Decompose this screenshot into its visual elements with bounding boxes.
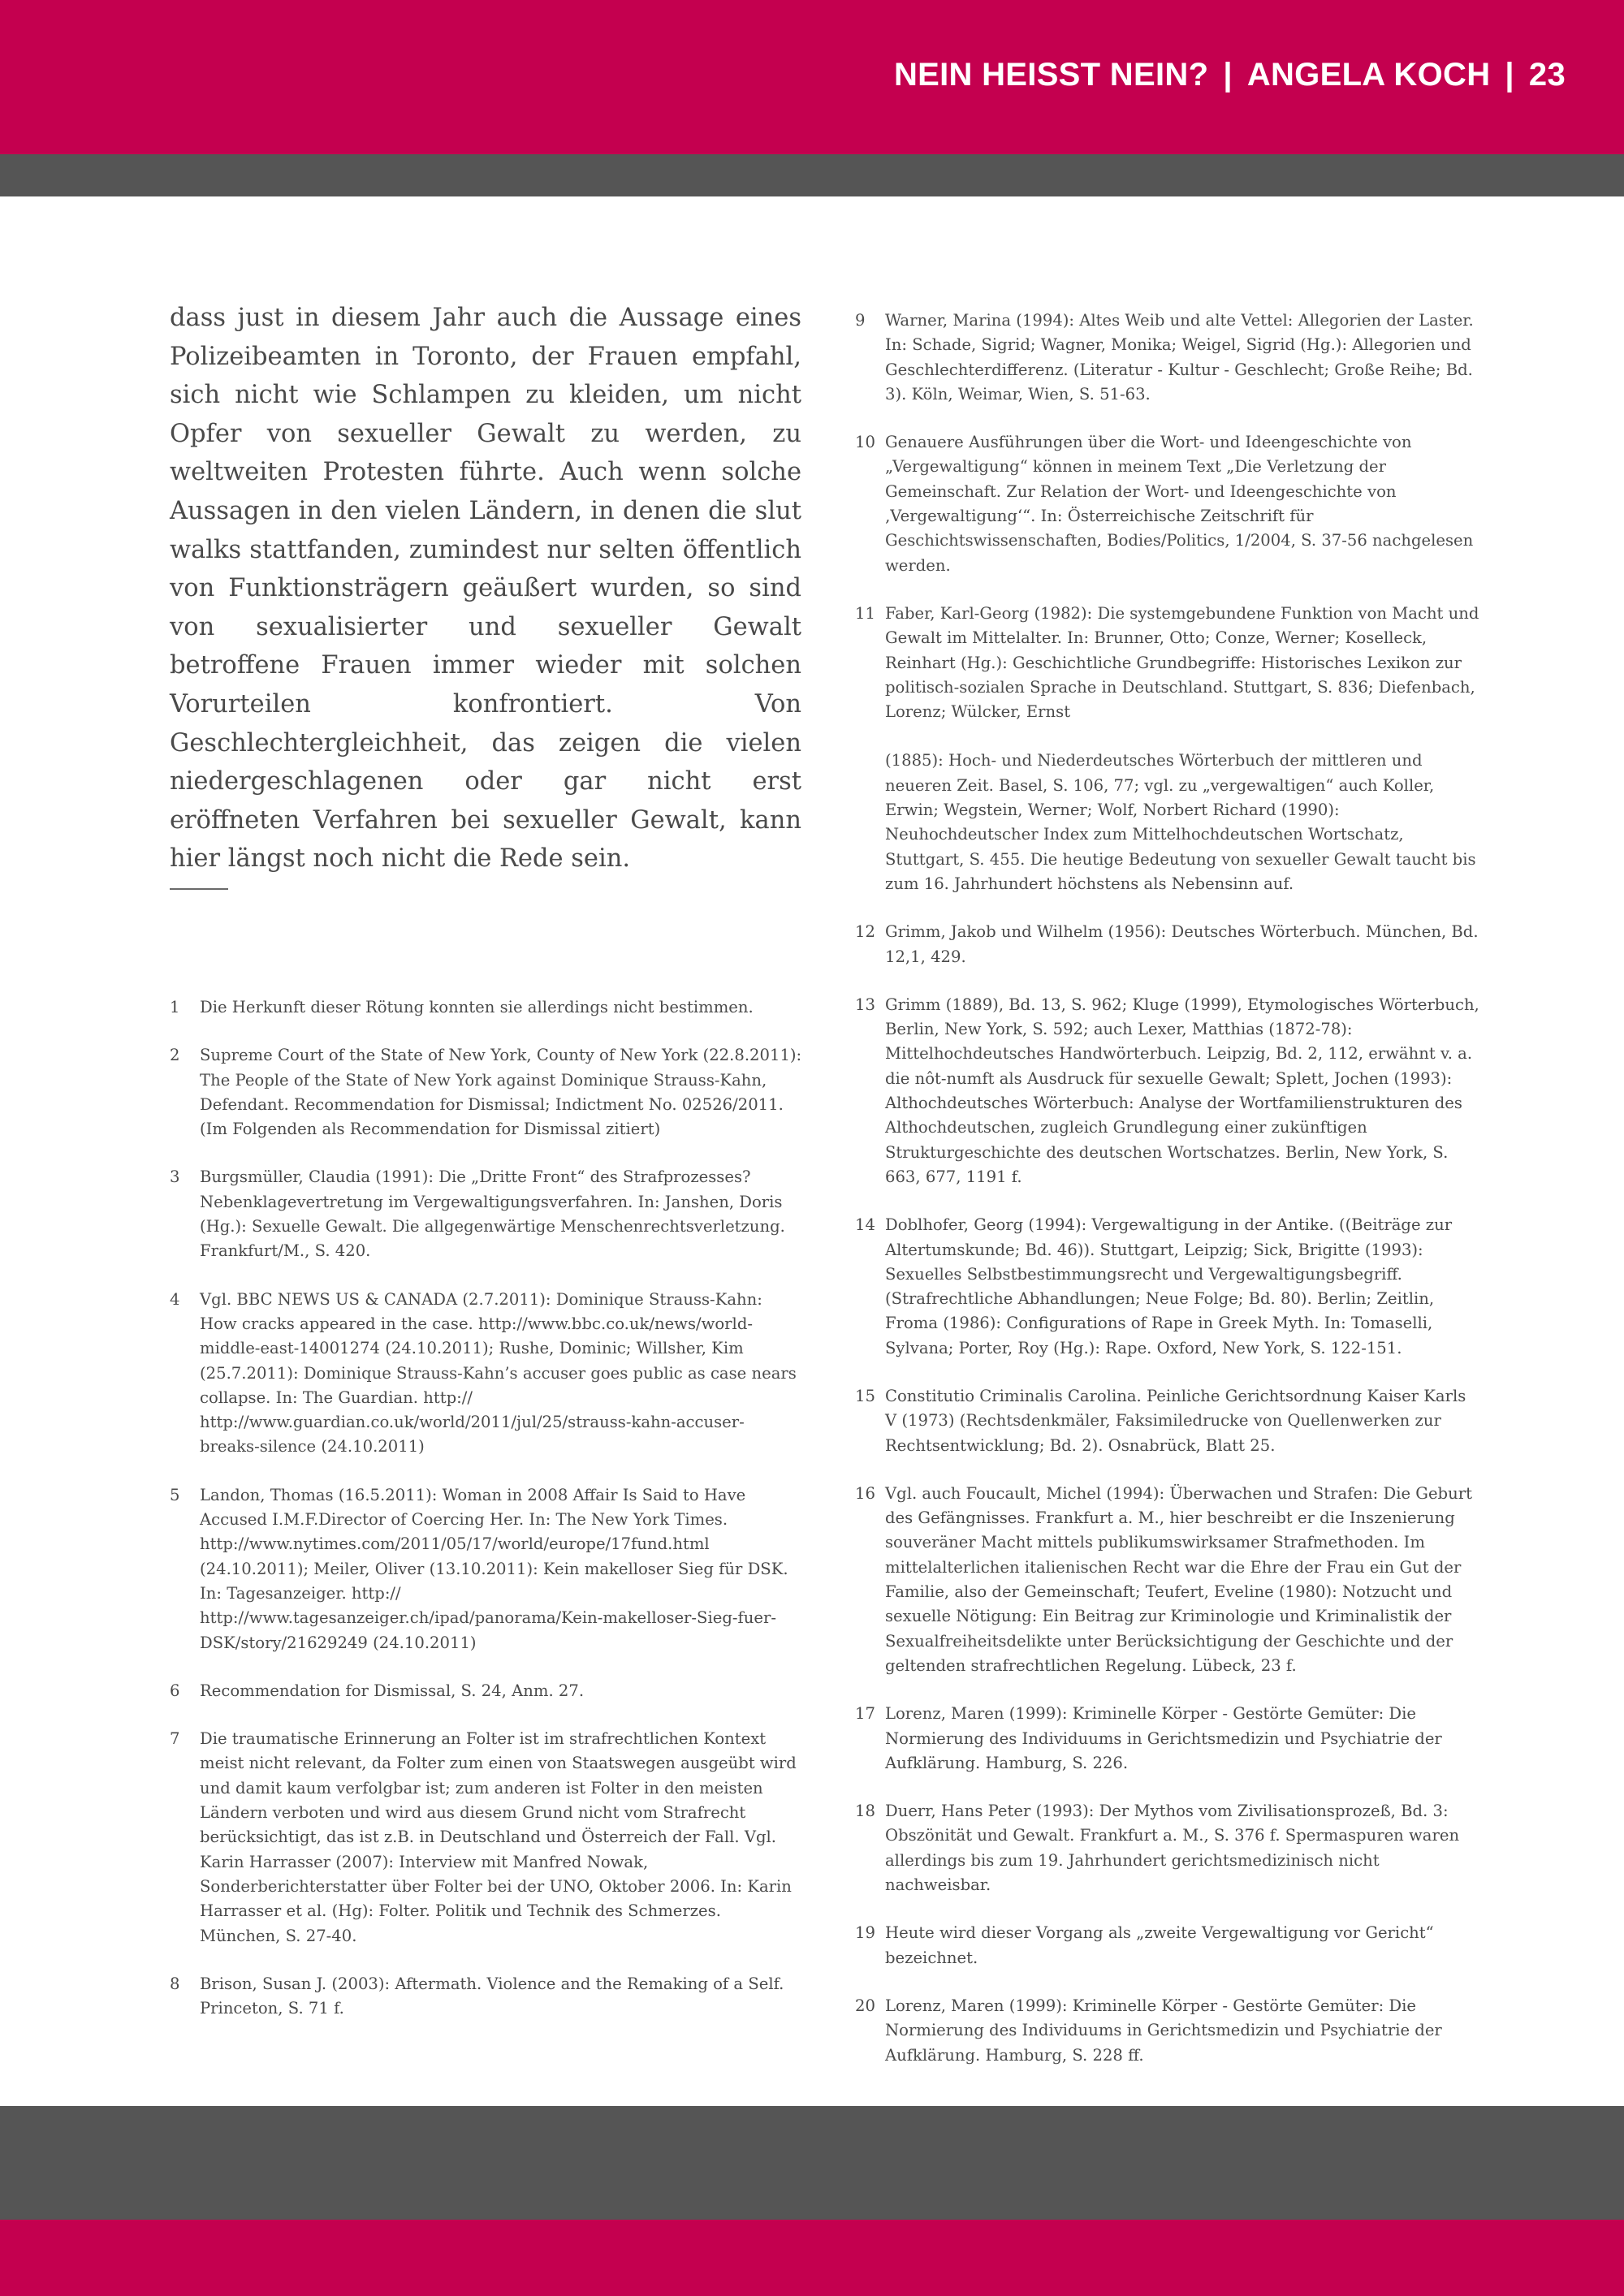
footnote bbox=[855, 602, 1480, 896]
footnote-number: 17 bbox=[855, 1704, 875, 1724]
footnote-number: 11 bbox=[855, 603, 875, 623]
footnotes-right-column bbox=[855, 309, 1480, 2091]
footnote-text: Recommendation for Dismissal, S. 24, Anm. 27. bbox=[200, 1681, 585, 1700]
footnote-number: 1 bbox=[170, 998, 180, 1016]
footnote bbox=[170, 1483, 803, 1655]
footnote bbox=[855, 1799, 1480, 1897]
footnote-number: 19 bbox=[855, 1923, 875, 1943]
footnote bbox=[855, 430, 1480, 578]
footnote bbox=[855, 1213, 1480, 1361]
footnote-text: Brison, Susan J. (2003): Aftermath. Violence and the Remaking of a Self. Princeton, S. 71 f. bbox=[200, 1974, 784, 2018]
footnote-text: Constitutio Criminalis Carolina. Peinliche Gerichtsordnung Kaiser Karls V (1973) (Rechtsdenkmäler, Faksimiledrucke von Quellenwerken zur Rechtsentwicklung; Bd. 2). Osnabrück, Blatt 25. bbox=[885, 1386, 1466, 1455]
footnote-number: 8 bbox=[170, 1974, 180, 1993]
header-author: ANGELA KOCH bbox=[1246, 57, 1491, 93]
footnote bbox=[855, 1384, 1480, 1458]
footnote bbox=[170, 1043, 803, 1142]
footnote-number: 18 bbox=[855, 1802, 875, 1821]
header-grey-strip bbox=[0, 154, 1624, 196]
footnote-text: Vgl. BBC NEWS US & CANADA (2.7.2011): Dominique Strauss-Kahn: How cracks appeared in the case. http://www.bbc.co.uk/news/world-middle-east-14001274 (24.10.2011); Rushe, Dominic; Willsher, Kim (25.7.2011): Dominique Strauss-Kahn’s accuser goes public as case nears collapse. In: The Guardian. http:// http://www.guardian.co.uk/world/2011/jul/25/strauss-kahn-accuser-breaks-silence (24.10.2011) bbox=[200, 1289, 797, 1457]
footnote-number: 4 bbox=[170, 1289, 180, 1309]
footnote-divider bbox=[170, 888, 228, 890]
footnote bbox=[170, 1727, 803, 1949]
footnote-number: 16 bbox=[855, 1483, 875, 1503]
footer-grey-strip bbox=[0, 2106, 1624, 2220]
footnote-text: Lorenz, Maren (1999): Kriminelle Körper - Gestörte Gemüter: Die Normierung des Individuums in Gerichtsmedizin und Psychiatrie der Aufklärung. Hamburg, S. 228 ff. bbox=[885, 1996, 1442, 2065]
footnote-text: Burgsmüller, Claudia (1991): Die „Dritte Front“ des Strafprozesses? Nebenklagevertretung im Vergewaltigungsverfahren. In: Janshen, Doris (Hg.): Sexuelle Gewalt. Die allgegenwärtige Menschenrechtsverletzung. Frankfurt/M., S. 420. bbox=[200, 1167, 785, 1261]
page-number: 23 bbox=[1528, 57, 1566, 93]
footnote bbox=[855, 1921, 1480, 1970]
footnote-text: Faber, Karl-Georg (1982): Die systemgebundene Funktion von Macht und Gewalt im Mittelalter. In: Brunner, Otto; Conze, Werner; Koselleck, Reinhart (Hg.): Geschichtliche Grundbegriffe: Historisches Lexikon zur politisch-sozialen Sprache in Deutschland. Stuttgart, S. 836; Diefenbach, Lorenz; Wülcker, Ernst bbox=[885, 603, 1479, 722]
footnote-text: Lorenz, Maren (1999): Kriminelle Körper - Gestörte Gemüter: Die Normierung des Individuums in Gerichtsmedizin und Psychiatrie der Aufklärung. Hamburg, S. 226. bbox=[885, 1704, 1442, 1772]
footnote-text: Doblhofer, Georg (1994): Vergewaltigung in der Antike. ((Beiträge zur Altertumskunde; Bd. 46)). Stuttgart, Leipzig; Sick, Brigitte (1993): Sexuelles Selbstbestimmungsrecht und Vergewaltigungsbegriff. (Strafrechtliche Abhandlungen; Neue Folge; Bd. 80). Berlin; Zeitlin, Froma (1986): Configurations of Rape in Greek Myth. In: Tomaselli, Sylvana; Porter, Roy (Hg.): Rape. Oxford, New York, S. 122-151. bbox=[885, 1215, 1453, 1357]
footnote-number: 14 bbox=[855, 1215, 875, 1235]
footnote-text: Landon, Thomas (16.5.2011): Woman in 2008 Affair Is Said to Have Accused I.M.F.Director of Coercing Her. In: The New York Times. http://www.nytimes.com/2011/05/17/world/europe/17fund.html (24.10.2011); Meiler, Oliver (13.10.2011): Kein makelloser Sieg für DSK. In: Tagesanzeiger. http:// http://www.tagesanzeiger.ch/ipad/panorama/Kein-makelloser-Sieg-fuer-DSK/story/21629249 (24.10.2011) bbox=[200, 1485, 788, 1652]
footnote-number: 13 bbox=[855, 995, 875, 1014]
footnote-number: 3 bbox=[170, 1167, 180, 1187]
footnote bbox=[855, 309, 1480, 407]
footnote bbox=[170, 1679, 803, 1703]
footnote bbox=[170, 995, 803, 1020]
footnote-text: Heute wird dieser Vorgang als „zweite Vergewaltigung vor Gericht“ bezeichnet. bbox=[885, 1923, 1434, 1967]
footnotes-left-column bbox=[170, 995, 803, 2044]
footnote bbox=[855, 920, 1480, 969]
footer-band bbox=[0, 2220, 1624, 2296]
footnote-number: 7 bbox=[170, 1729, 180, 1749]
footnote-text: Vgl. auch Foucault, Michel (1994): Überwachen und Strafen: Die Geburt des Gefängnisses. Frankfurt a. M., hier beschreibt er die Inszenierung souveräner Macht mittels publikumswirksamer Strafmethoden. Im mittelalterlichen italienischen Recht war die Ehre der Frau ein Gut der Familie, also der Gemeinschaft; Teufert, Eveline (1980): Notzucht und sexuelle Nötigung: Ein Beitrag zur Kriminologie und Kriminalistik der Sexualfreiheitsdelikte unter Berücksichtigung der Geschichte und der geltenden strafrechtlichen Regelung. Lübeck, 23 f. bbox=[885, 1483, 1472, 1675]
footnote-text-continued: (1885): Hoch- und Niederdeutsches Wörterbuch der mittleren und neueren Zeit. Basel, S. 106, 77; vgl. zu „vergewaltigen“ auch Koller, Erwin; Wegstein, Werner; Wolf, Norbert Richard (1990): Neuhochdeutscher Index zum Mittelhochdeutschen Wortschatz, Stuttgart, S. 455. Die heutige Bedeutung von sexueller Gewalt taucht bis zum 16. Jahrhundert höchstens als Nebensinn auf. bbox=[885, 751, 1476, 893]
footnote bbox=[855, 1994, 1480, 2068]
footnote-number: 20 bbox=[855, 1996, 875, 2015]
footnote-text: Duerr, Hans Peter (1993): Der Mythos vom Zivilisationsprozeß, Bd. 3: Obszönität und Gewalt. Frankfurt a. M., S. 376 f. Spermaspuren waren allerdings bis zum 19. Jahrhundert gerichtsmedizinisch nicht nachweisbar. bbox=[885, 1802, 1460, 1895]
footnote-number: 9 bbox=[855, 311, 866, 330]
footnote-text: Grimm (1889), Bd. 13, S. 962; Kluge (1999), Etymologisches Wörterbuch, Berlin, New York, S. 592; auch Lexer, Matthias (1872-78): Mittelhochdeutsches Handwörterbuch. Leipzig, Bd. 2, 112, erwähnt v. a. die nôt-numft als Ausdruck für sexuelle Gewalt; Splett, Jochen (1993): Althochdeutsches Wörterbuch: Analyse der Wortfamilienstrukturen des Althochdeutschen, zugleich Grundlegung einer zukünftigen Strukturgeschichte des deutschen Wortschatzes. Berlin, New York, S. 663, 677, 1191 f. bbox=[885, 995, 1479, 1186]
header-separator: | bbox=[1223, 57, 1233, 93]
footnote bbox=[170, 1972, 803, 2022]
footnote bbox=[855, 1702, 1480, 1776]
footnote-number: 6 bbox=[170, 1681, 180, 1700]
running-header bbox=[894, 57, 1566, 93]
footnote-text: Grimm, Jakob und Wilhelm (1956): Deutsches Wörterbuch. München, Bd. 12,1, 429. bbox=[885, 922, 1479, 966]
footnote-number: 2 bbox=[170, 1046, 180, 1065]
footnote-text: Warner, Marina (1994): Altes Weib und alte Vettel: Allegorien der Laster. In: Schade, Sigrid; Wagner, Monika; Weigel, Sigrid (Hg.): Allegorien und Geschlechterdifferenz. (Literatur - Kultur - Geschlecht; Große Reihe; Bd. 3). Köln, Weimar, Wien, S. 51-63. bbox=[885, 311, 1474, 404]
footnote bbox=[855, 993, 1480, 1189]
footnote bbox=[170, 1165, 803, 1263]
footnote-text: Die traumatische Erinnerung an Folter ist im strafrechtlichen Kontext meist nicht relevant, da Folter zum einen von Staatswegen ausgeübt wird und damit kaum verfolgbar ist; zum anderen ist Folter in den meisten Ländern verboten und wird aus diesem Grund nicht vom Strafrecht berücksichtigt, das ist z.B. in Deutschland und Österreich der Fall. Vgl. Karin Harrasser (2007): Interview mit Manfred Nowak, Sonderberichterstatter über Folter bei der UNO, Oktober 2006. In: Karin Harrasser et al. (Hg): Folter. Politik und Technik des Schmerzes. München, S. 27-40. bbox=[200, 1729, 797, 1945]
header-separator: | bbox=[1505, 57, 1514, 93]
footnote-number: 12 bbox=[855, 922, 875, 942]
footnote-number: 10 bbox=[855, 433, 875, 452]
footnote-text: Genauere Ausführungen über die Wort- und Ideengeschichte von „Vergewaltigung“ können in meinem Text „Die Verletzung der Gemeinschaft. Zur Relation der Wort- und Ideengeschichte von ‚Vergewaltigung‘“. In: Österreichische Zeitschrift für Geschichtswissenschaften, Bodies/Politics, 1/2004, S. 37-56 nachgelesen werden. bbox=[885, 433, 1474, 575]
footnote-text: Die Herkunft dieser Rötung konnten sie allerdings nicht bestimmen. bbox=[200, 998, 754, 1016]
header-title: NEIN HEISST NEIN? bbox=[893, 57, 1209, 93]
footnote-text: Supreme Court of the State of New York, County of New York (22.8.2011): The People of the State of New York against Dominique Strauss-Kahn, Defendant. Recommendation for Dismissal; Indictment No. 02526/2011. (Im Folgenden als Recommendation for Dismissal zitiert) bbox=[200, 1046, 802, 1139]
footnote-number: 5 bbox=[170, 1485, 180, 1504]
footnote bbox=[855, 1482, 1480, 1678]
footnote bbox=[170, 1288, 803, 1460]
body-paragraph: dass just in diesem Jahr auch die Aussage eines Polizeibeamten in Toronto, der Frauen empfahl, sich nicht wie Schlampen zu kleiden, um nicht Opfer von sexueller Gewalt zu werden, zu weltweiten Protesten führte. Auch wenn solche Aussagen in den vielen Ländern, in denen die slut walks stattfanden, zumindest nur selten öffentlich von Funktionsträgern geäußert wurden, so sind von sexualisierter und sexueller Gewalt betroffene Frauen immer wieder mit solchen Vorurteilen konfrontiert. Von Geschlechtergleichheit, das zeigen die vielen niedergeschlagenen oder gar nicht erst eröffneten Verfahren bei sexueller Gewalt, kann hier längst noch nicht die Rede sein. bbox=[170, 304, 801, 874]
footnote-number: 15 bbox=[855, 1386, 875, 1405]
